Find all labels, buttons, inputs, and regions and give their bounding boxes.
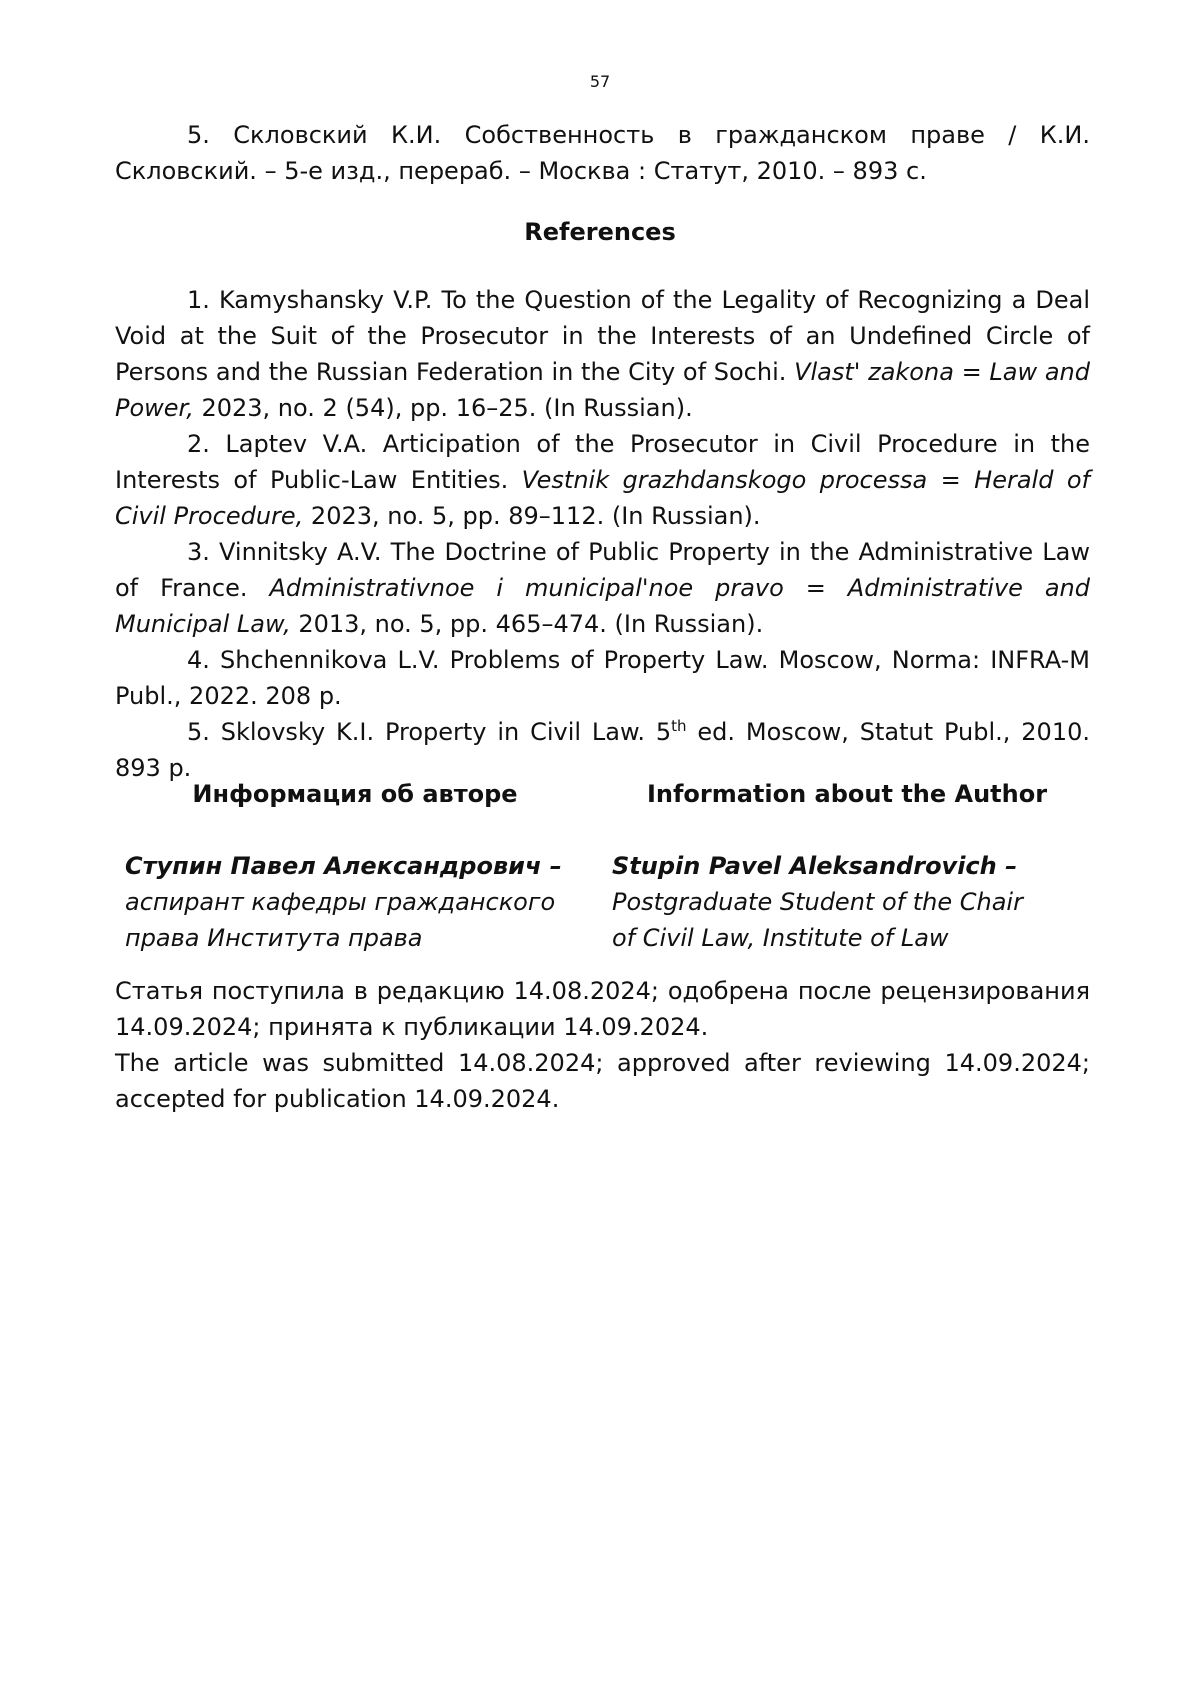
reference-item bbox=[115, 534, 1090, 642]
reference-tail: 2023, no. 5, pp. 89–112. (In Russian). bbox=[303, 502, 761, 530]
reference-lead: 3. Vinnitsky A.V. The Doctrine of Public Property in the Administrative Law of France. bbox=[115, 538, 1090, 602]
reference-journal: Vlast' zakona = Law and Power, bbox=[115, 358, 1091, 422]
reference-superscript: th bbox=[671, 717, 687, 735]
author-position-ru-line1: аспирант кафедры гражданского bbox=[125, 888, 556, 916]
author-info-ru bbox=[125, 776, 585, 956]
author-heading-en: Information about the Author bbox=[646, 780, 1048, 808]
author-position-ru-line2: права Института права bbox=[125, 924, 423, 952]
submission-dates-ru: Статья поступила в редакцию 14.08.2024; одобрена после рецензирования 14.09.2024; принята к публикации 14.09.2024. bbox=[115, 977, 1090, 1041]
reference-tail: 2013, no. 5, pp. 465–474. (In Russian). bbox=[290, 610, 764, 638]
reference-item bbox=[115, 282, 1090, 426]
reference-tail: ed. Moscow, Statut Publ., 2010. 893 p. bbox=[115, 718, 1090, 782]
reference-lead: 4. Shchennikova L.V. Problems of Property Law. Moscow, Norma: INFRA-M Publ., 2022. 208 p. bbox=[115, 646, 1090, 710]
reference-lead: 2. Laptev V.A. Articipation of the Prosecutor in Civil Procedure in the Interests of Public-Law Entities. bbox=[115, 430, 1090, 494]
author-position-en-line1: Postgraduate Student of the Chair bbox=[612, 888, 1023, 916]
author-heading-ru: Информация об авторе bbox=[192, 780, 518, 808]
reference-item bbox=[115, 426, 1090, 534]
reference-item bbox=[115, 642, 1090, 714]
author-position-en-line2: of Civil Law, Institute of Law bbox=[612, 924, 949, 952]
author-name-ru: Ступин Павел Александрович – bbox=[125, 852, 562, 880]
prev-reference-item: 5. Скловский К.И. Собственность в гражданском праве / К.И. Скловский. – 5-е изд., перераб. – Москва : Статут, 2010. – 893 с. bbox=[115, 121, 1090, 185]
references-list bbox=[115, 282, 1090, 786]
reference-lead: 5. Sklovsky K.I. Property in Civil Law. 5 bbox=[187, 718, 672, 746]
page-number: 57 bbox=[589, 72, 611, 91]
reference-journal: Vestnik grazhdanskogo processa = Herald of Civil Procedure, bbox=[115, 466, 1090, 530]
submission-dates bbox=[115, 973, 1090, 1117]
reference-tail: 2023, no. 2 (54), pp. 16–25. (In Russian). bbox=[193, 394, 693, 422]
reference-journal: Administrativnoe i municipal'noe pravo = Administrative and Municipal Law, bbox=[115, 574, 1090, 638]
submission-dates-en: The article was submitted 14.08.2024; approved after reviewing 14.09.2024; accepted for publication 14.09.2024. bbox=[115, 1049, 1090, 1113]
references-heading: References bbox=[524, 218, 676, 246]
author-info-en bbox=[612, 776, 1082, 956]
prev-reference-block bbox=[115, 117, 1090, 189]
reference-lead: 1. Kamyshansky V.P. To the Question of the Legality of Recognizing a Deal Void at the Suit of the Prosecutor in the Interests of an Undefined Circle of Persons and the Russian Federation in the City of Sochi. bbox=[115, 286, 1090, 386]
author-name-en: Stupin Pavel Aleksandrovich – bbox=[612, 852, 1018, 880]
